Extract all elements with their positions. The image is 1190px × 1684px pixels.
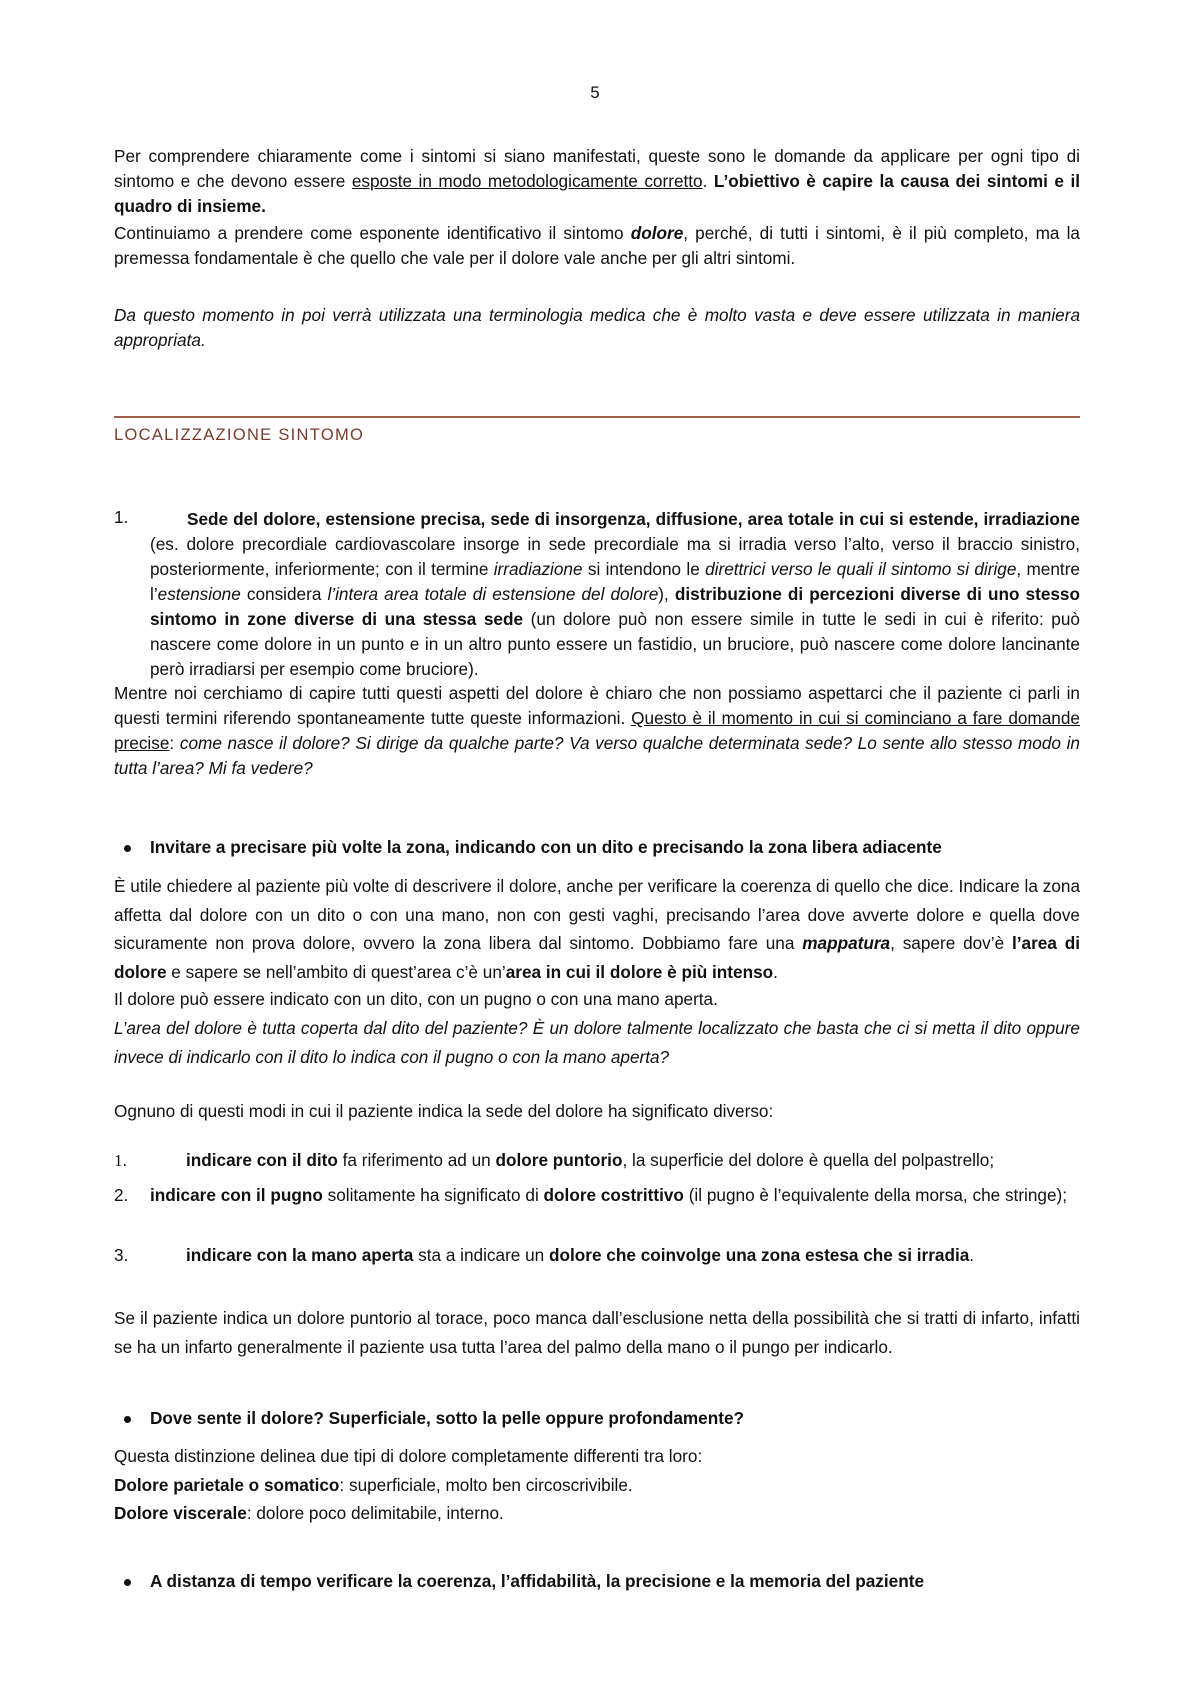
ognuno-paragraph: Ognuno di questi modi in cui il paziente indica la sede del dolore ha significato diverso:	[114, 1101, 774, 1121]
list-3-item	[186, 1243, 1080, 1268]
item-1-bold: distribuzione di percezioni diverse di uno stesso sintomo in zone diverse di una stessa sede	[150, 584, 1080, 629]
item-1-italic: direttrici verso le quali il sintomo si dirige	[705, 559, 1017, 579]
bullet-1-paragraph	[114, 872, 1080, 986]
list-1-bold: dolore puntorio	[495, 1150, 623, 1170]
parietale-desc: : superficiale, molto ben circoscrivibile.	[339, 1474, 633, 1495]
list-3-bold: dolore che coinvolge una zona estesa che si irradia	[549, 1245, 970, 1265]
bullet-1-mappatura: mappatura	[802, 933, 891, 953]
bullet-2-heading: Dove sente il dolore? Superficiale, sotto la pelle oppure profondamente?	[150, 1408, 745, 1428]
bullet-1-text: È utile chiedere al paziente più volte di descrivere il dolore, anche per verificare la coerenza di quello che dice. Indicare la zona affetta dal dolore con un dito o con una mano, non con gesti vaghi, precisando l’area dove avverte dolore e quella dove sicuramente non prova dolore, ovvero la zona libera dal sintomo. Dobbiamo fare una	[114, 876, 1080, 953]
bullet-1-bold: area in cui il dolore è più intenso	[505, 961, 774, 982]
list-1-item	[186, 1148, 1080, 1173]
bullet-1-line2: Il dolore può essere indicato con un dito, con un pugno o con una mano aperta.	[114, 989, 718, 1009]
page-number: 5	[590, 83, 600, 102]
list-2-text: (il pugno è l’equivalente della morsa, che stringe);	[683, 1185, 1068, 1205]
questions-italic: come nasce il dolore? Si dirige da qualche parte? Va verso qualche determinata sede? Lo sente allo stesso modo in tutta l’area? Mi fa vedere?	[114, 733, 1080, 778]
bullet-1-bold: l’area di dolore	[114, 933, 1080, 982]
list-1-bold: indicare con il dito	[186, 1150, 338, 1170]
list-2-bold: indicare con il pugno	[150, 1185, 323, 1205]
item-1-body	[150, 507, 1080, 682]
intro-p2-rest: , perché, di tutti i sintomi, è il più completo, ma la premessa fondamentale è che quello che vale per il dolore vale anche per gli altri sintomi.	[114, 223, 1080, 268]
bullet-1-italic-question: L’area del dolore è tutta coperta dal dito del paziente? È un dolore talmente localizzato che basta che ci si metta il dito oppure invece di indicarlo con il dito lo indica con il pugno o con la mano aperta?	[114, 1018, 1080, 1067]
section-title: LOCALIZZAZIONE SINTOMO	[114, 426, 365, 444]
intro-paragraph	[114, 144, 1080, 219]
list-3-text: sta a indicare un	[413, 1245, 550, 1265]
item-1-text: considera	[240, 584, 328, 604]
bullet-2-line1: Questa distinzione delinea due tipi di dolore completamente differenti tra loro:	[114, 1446, 703, 1466]
item-1-number: 1.	[114, 507, 129, 527]
list-2-text: solitamente ha significato di	[322, 1185, 544, 1205]
intro-bold-objective: L’obiettivo è capire la causa dei sintomi e il quadro di insieme.	[114, 171, 1080, 216]
item-1-text: , mentre l’	[150, 559, 1080, 604]
list-3-number: 3.	[114, 1245, 129, 1265]
bullet-1-text: , sapere dov’è	[890, 933, 1012, 953]
list-1-text: fa riferimento ad un	[337, 1150, 496, 1170]
list-2-number: 2.	[114, 1185, 129, 1205]
bullet-1-heading: Invitare a precisare più volte la zona, indicando con un dito e precisando la zona libera adiacente	[150, 837, 942, 857]
intro-punct: .	[702, 171, 714, 191]
item-1-italic: irradiazione	[493, 559, 583, 579]
parietale-label: Dolore parietale o somatico	[114, 1474, 340, 1495]
list-2-bold: dolore costrittivo	[543, 1185, 684, 1205]
item-1-text: ),	[658, 584, 675, 604]
questions-colon: :	[169, 733, 180, 753]
infarto-paragraph: Se il paziente indica un dolore puntorio al torace, poco manca dall’esclusione netta della possibilità che si tratti di infarto, infatti se ha un infarto generalmente il paziente usa tutta l’area del palmo della mano o il pungo per indicarlo.	[114, 1308, 1080, 1357]
bullet-3-dot	[124, 1579, 131, 1586]
intro-p2-dolore: dolore	[630, 223, 684, 243]
item-1-text: (un dolore può non essere simile in tutte le sedi in cui è riferito: può nascere come dolore in un punto e in un altro punto essere un fastidio, un bruciore, può nascere come dolore lancinante però irradiarsi per esempio come bruciore).	[150, 609, 1080, 679]
list-1-number: 1.	[114, 1151, 127, 1170]
item-1-text: (es. dolore precordiale cardiovascolare insorge in sede precordiale ma si irradia verso l’alto, verso il braccio sinistro, posteriormente, inferiormente; con il termine	[150, 534, 1080, 579]
bullet-1-text: e sapere se nell’ambito di quest’area c’è un’	[166, 961, 506, 982]
questions-underlined: Questo è il momento in cui si cominciano a fare domande precise	[114, 708, 1080, 753]
item-1-text: si intendono le	[582, 559, 706, 579]
terminology-note: Da questo momento in poi verrà utilizzata una terminologia medica che è molto vasta e deve essere utilizzata in maniera appropriata.	[114, 305, 1080, 350]
bullet-3-heading: A distanza di tempo verificare la coerenza, l’affidabilità, la precisione e la memoria del paziente	[150, 1571, 925, 1591]
bullet-1-text: .	[773, 961, 778, 982]
list-3-text: .	[969, 1245, 975, 1265]
list-1-text: , la superficie del dolore è quella del polpastrello;	[622, 1150, 995, 1170]
bullet-2-viscerale	[114, 1499, 1080, 1528]
list-3-bold: indicare con la mano aperta	[186, 1245, 414, 1265]
bullet-1-dot	[124, 845, 131, 852]
intro-text: Per comprendere chiaramente come i sintomi si siano manifestati, queste sono le domande da applicare per ogni tipo di sintomo e che devono essere	[114, 146, 1080, 191]
item-1-italic: l’intera area totale di estensione del dolore	[327, 584, 659, 604]
list-2-item	[150, 1183, 1080, 1208]
item-1-italic: estensione	[157, 584, 241, 604]
intro-paragraph-2	[114, 221, 1080, 271]
intro-underlined-text: esposte in modo metodologicamente corretto	[351, 171, 703, 191]
viscerale-label: Dolore viscerale	[114, 1503, 247, 1523]
bullet-2-paragraph	[114, 1442, 1080, 1528]
viscerale-desc: : dolore poco delimitabile, interno.	[246, 1503, 504, 1523]
bullet-2-dot	[124, 1416, 131, 1423]
item-1-bold-heading: Sede del dolore, estensione precisa, sede di insorgenza, diffusione, area totale in cui si estende, irradiazione	[187, 509, 1080, 529]
section-divider	[114, 416, 1080, 418]
bullet-2-parietale	[114, 1471, 1080, 1500]
questions-paragraph	[114, 681, 1080, 781]
questions-text: Mentre noi cerchiamo di capire tutti questi aspetti del dolore è chiaro che non possiamo aspettarci che il paziente ci parli in questi termini riferendo spontaneamente tutte queste informazioni.	[114, 683, 1080, 728]
intro-p2-text: Continuiamo a prendere come esponente identificativo il sintomo	[114, 223, 631, 243]
